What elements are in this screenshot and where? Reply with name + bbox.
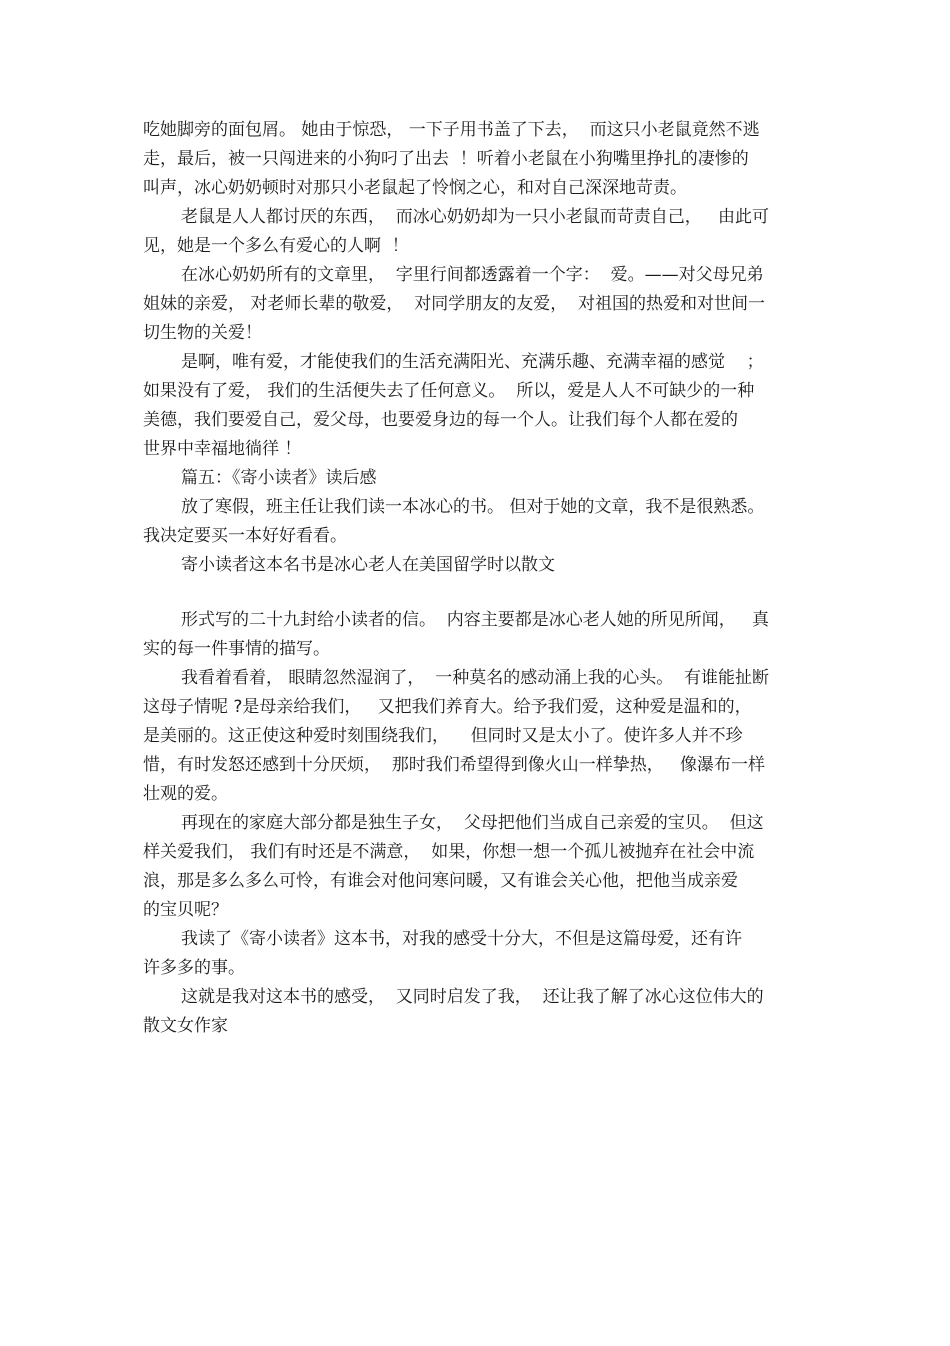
text-line: 再现在的家庭大部分都是独生子女， 父母把他们当成自己亲爱的宝贝。 但这	[181, 813, 764, 833]
text-line: 样关爱我们， 我们有时还是不满意， 如果，你想一想一个孤儿被抛弃在社会中流	[143, 842, 755, 862]
text-line: 散文女作家	[143, 1016, 228, 1036]
text-line: 姐妹的亲爱， 对老师长辈的敬爱， 对同学朋友的友爱， 对祖国的热爱和对世间一	[143, 294, 766, 314]
text-line: 切生物的关爱！	[143, 323, 262, 343]
text-line: 放了寒假，班主任让我们读一本冰心的书。 但对于她的文章，我不是很熟悉。	[181, 497, 765, 517]
section-heading: 篇五：《寄小读者》读后感	[181, 468, 377, 488]
text-line: 叫声，冰心奶奶顿时对那只小老鼠起了怜悯之心，和对自己深深地苛责。	[143, 178, 687, 198]
text-line: 我看着看着， 眼睛忽然湿润了， 一种莫名的感动涌上我的心头。 有谁能扯断	[181, 668, 770, 688]
text-line: 是啊，唯有爱，才能使我们的生活充满阳光、充满乐趣、充满幸福的感觉 ；	[181, 352, 764, 372]
text-line: 老鼠是人人都讨厌的东西， 而冰心奶奶却为一只小老鼠而苛责自己， 由此可	[181, 207, 770, 227]
text-line: 壮观的爱。	[143, 784, 228, 804]
text-line: 寄小读者这本名书是冰心老人在美国留学时以散文	[181, 555, 555, 575]
text-line: 我决定要买一本好好看看。	[143, 526, 347, 546]
text-line: 的宝贝呢？	[143, 900, 228, 920]
text-line: 在冰心奶奶所有的文章里， 字里行间都透露着一个字： 爱。——对父母兄弟	[181, 265, 764, 285]
text-line: 浪，那是多么多么可怜，有谁会对他问寒问暖，又有谁会关心他，把他当成亲爱	[143, 871, 738, 891]
text-line: 世界中幸福地徜徉 ！	[143, 439, 302, 459]
text-line: 如果没有了爱， 我们的生活便失去了任何意义。 所以，爱是人人不可缺少的一种	[143, 381, 755, 401]
text-line: 惜，有时发怒还感到十分厌烦， 那时我们希望得到像火山一样挚热， 像瀑布一样	[143, 755, 766, 775]
text-line: 我读了《寄小读者》这本书，对我的感受十分大，不但是这篇母爱，还有许	[181, 929, 742, 949]
text-line: 这母子情呢 ?是母亲给我们， 又把我们养育大。给予我们爱，这种爱是温和的，	[143, 697, 752, 717]
text-line: 这就是我对这本书的感受， 又同时启发了我， 还让我了解了冰心这位伟大的	[181, 987, 764, 1007]
text-line: 见，她是一个多么有爱心的人啊 ！	[143, 236, 409, 256]
text-line: 美德，我们要爱自己，爱父母，也要爱身边的每一个人。让我们每个人都在爱的	[143, 410, 738, 430]
text-line: 许多多的事。	[143, 958, 245, 978]
text-line: 吃她脚旁的面包屑。 她由于惊恐， 一下子用书盖了下去， 而这只小老鼠竟然不逃	[143, 120, 760, 140]
text-line: 实的每一件事情的描写。	[143, 639, 330, 659]
text-line: 走，最后，被一只闯进来的小狗叼了出去 ！听着小老鼠在小狗嘴里挣扎的凄惨的	[143, 149, 749, 169]
text-line: 是美丽的。这正使这种爱时刻围绕我们， 但同时又是太小了。使许多人并不珍	[143, 726, 743, 746]
text-line: 形式写的二十九封给小读者的信。 内容主要都是冰心老人她的所见所闻， 真	[181, 610, 770, 630]
